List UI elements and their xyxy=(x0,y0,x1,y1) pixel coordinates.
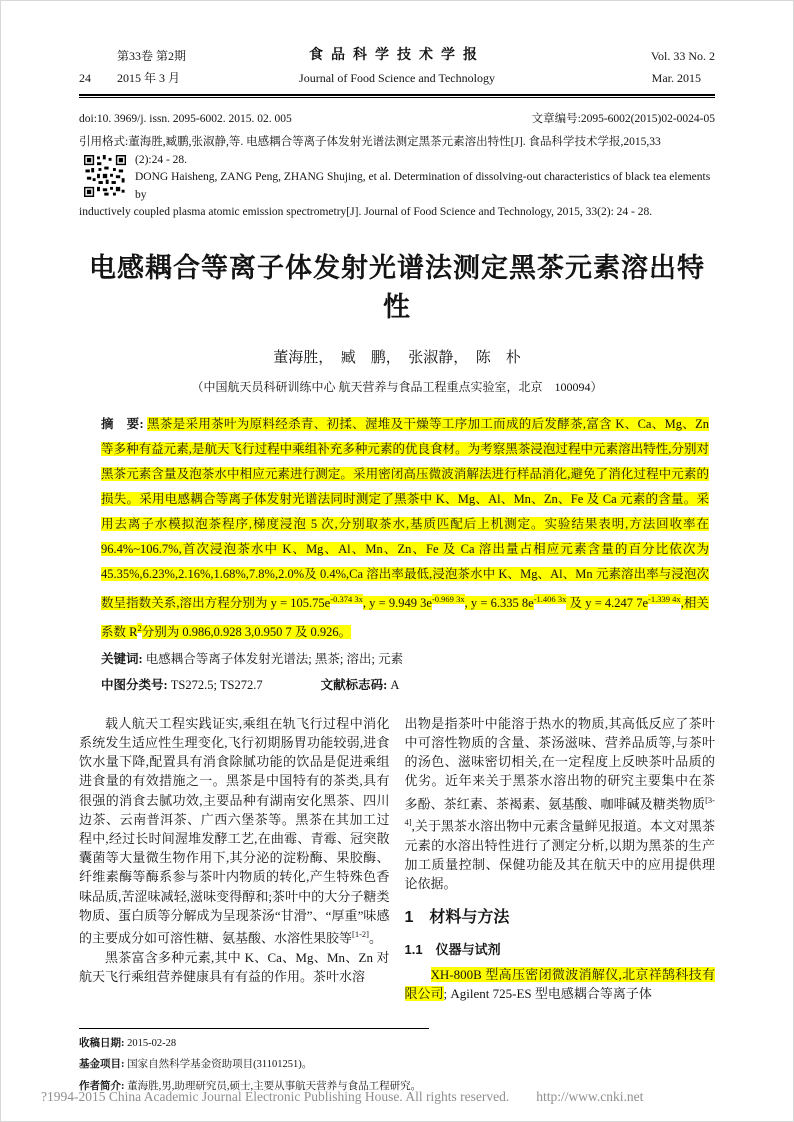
header-left xyxy=(79,45,299,89)
affiliation-line: （中国航天员科研训练中心 航天营养与食品工程重点实验室，北京 100094） xyxy=(191,379,603,394)
keywords-label: 关键词: xyxy=(101,651,146,666)
footnote-rule xyxy=(79,1028,429,1029)
abstract-text: 黑茶是采用茶叶为原料经杀青、初揉、渥堆及干燥等工序加工而成的后发酵茶,富含 K、Ca、Mg、Zn 等多种有益元素,是航天飞行过程中乘组补充多种元素的优良食材。为考察黑茶浸泡过程中元素溶出特性,分别对黑茶元素含量及泡茶水中相应元素进行测定。采用密闭高压微波消解法进行样品消化,避免了消化过程中元素的损失。采用电感耦合等离子体发射光谱法同时测定了黑茶中 K、Mg、Al、Mn、Zn、Fe 及 Ca 元素的含量。采用去离子水模拟泡茶程序,梯度浸泡 5 次,分别取茶水,基质匹配后上机测定。实验结果表明,方法回收率在 96.4%~106.7%,首次浸泡茶水中 K、Mg、Al、Mn、Zn、Fe 及 Ca 溶出量占相应元素含量的百分比依次为 45.35%,6.23%,2.16%,1.68%,7.8%,2.0%及 0.4%,Ca 溶出率最低,浸泡茶水中 K、Mg、Al、Mn 元素溶出率与浸泡次数呈指数关系,溶出方程分别为 $y = 105.75e^{-0.374 3x}$, y = 9.949 $3e^{-0.969 3x}$, y = 6.335 $8e^{-1.406 3x}$ 及 y = 4.247 $7e^{-1.339 4x}$,相关系数 $R^2$分别为 0.986,0.928 3,0.950 7 及 0.926。 xyxy=(101,416,709,639)
meta-block xyxy=(79,111,715,222)
fund-label: 基金项目: xyxy=(79,1059,128,1071)
doi-text: doi:10. 3969/j. issn. 2095-6002. 2015. 02. 005 xyxy=(79,113,292,125)
page-number: 24 xyxy=(79,71,91,85)
bio-label: 作者简介: xyxy=(79,1080,128,1092)
journal-name-en: Journal of Food Science and Technology xyxy=(299,71,495,85)
date-cn: 2015 年 3 月 xyxy=(117,71,181,85)
received-label: 收稿日期: xyxy=(79,1037,128,1049)
footnote-fund xyxy=(79,1054,715,1076)
doc-code-label: 文献标志码: xyxy=(320,677,391,692)
body-paragraph: XH-800B 型高压密闭微波消解仪,北京祥鹄科技有限公司; Agilent 725-ES 型电感耦合等离子体 xyxy=(404,966,715,1001)
right-column xyxy=(405,714,716,1026)
header-center xyxy=(299,45,495,89)
bio-value: 董海胜,男,助理研究员,硕士,主要从事航天营养与食品工程研究。 xyxy=(127,1080,422,1092)
citation-block xyxy=(79,134,715,222)
issue-cn: 第33卷 第2期 xyxy=(117,49,187,63)
header-divider xyxy=(79,94,715,98)
citation-cn-line1: 引用格式:董海胜,臧鹏,张淑静,等. 电感耦合等离子体发射光谱法测定黑茶元素溶出特性[J]. 食品科学技术学报,2015,33 xyxy=(79,136,661,148)
section-heading-1: 1 材料与方法 xyxy=(404,909,510,927)
issue-en: Vol. 33 No. 2 xyxy=(650,49,715,63)
authors-line: 董海胜， 臧 鹏， 张淑静， 陈 朴 xyxy=(273,349,521,366)
section-heading-1-1: 1.1 仪器与试剂 xyxy=(404,941,501,957)
left-column xyxy=(79,714,390,1026)
cnki-watermark: ?1994-2015 China Academic Journal Electronic Publishing House. All rights reserved. http://www.cnki.net xyxy=(41,1089,644,1104)
citation-cn-line2: (2):24 - 28. xyxy=(135,153,188,166)
body-columns xyxy=(79,714,715,1026)
article-title: 电感耦合等离子体发射光谱法测定黑茶元素溶出特性 xyxy=(89,252,705,322)
qr-code xyxy=(84,155,126,197)
keywords-text: 电感耦合等离子体发射光谱法; 黑茶; 溶出; 元素 xyxy=(145,651,404,666)
body-paragraph: 黑茶富含多种元素,其中 K、Ca、Mg、Mn、Zn 对航天飞行乘组营养健康具有有益的作用。茶叶水溶 xyxy=(79,949,390,984)
journal-name-cn: 食品科学技术学报 xyxy=(309,48,485,63)
body-paragraph: 载人航天工程实践证实,乘组在轨飞行过程中消化系统发生适应性生理变化,飞行初期肠胃功能较弱,进食饮水量下降,配置具有消食除腻功能的饮品是促进乘组进食量的有效措施之一。黑茶是中国特有的茶类,具有很强的消食去腻功效,主要品种有湖南安化黑茶、四川边茶、云南普洱茶、广西六堡茶等。黑茶在其加工过程中,经过长时间渥堆发酵工艺,在曲霉、青霉、冠突散囊菌等大量微生物作用下,其分泌的淀粉酶、果胶酶、纤维素酶等酶系参与茶叶内物质的转化,产生特殊色香味品质,苦涩味减轻,滋味变得醇和;茶叶中的大分子糖类物质、蛋白质等分解成为呈现茶汤“甘滑”、“厚重”味感的主要成分如可溶性糖、氨基酸、水溶性果胶等[1-2]。 xyxy=(79,715,390,946)
citation-en-line2: inductively coupled plasma atomic emission spectrometry[J]. Journal of Food Science and Technology, 2015, 33(2): 24 - 28. xyxy=(79,206,653,218)
keywords-line xyxy=(101,648,709,671)
body-paragraph: 出物是指茶叶中能溶于热水的物质,其高低反应了茶叶中可溶性物质的含量、茶汤滋味、营养品质等,与茶叶的汤色、滋味密切相关,在一定程度上反映茶叶品质的优劣。近年来关于黑茶水溶出物的研究主要集中在茶多酚、茶红素、茶褐素、氨基酸、咖啡碱及糖类物质[3-4],关于黑茶水溶出物中元素含量鲜见报道。本文对黑茶元素的水溶出特性进行了测定分析,以期为黑茶的生产加工质量控制、保健功能及其在航天中的应用提供理论依据。 xyxy=(404,715,715,892)
clc-value: TS272.5; TS272.7 xyxy=(170,677,263,692)
fund-value: 国家自然科学基金资助项目(31101251)。 xyxy=(127,1059,313,1071)
footnote-received xyxy=(79,1033,715,1055)
received-value: 2015-02-28 xyxy=(127,1037,177,1049)
doc-code-value: A xyxy=(390,677,400,692)
citation-en-line1: DONG Haisheng, ZANG Peng, ZHANG Shujing, et al. Determination of dissolving-out characteristics of black tea elements by xyxy=(135,171,711,201)
abstract-block xyxy=(101,412,709,645)
header-right xyxy=(495,45,715,89)
abstract-label: 摘 要: xyxy=(101,416,148,431)
clc-label: 中图分类号: xyxy=(101,677,171,692)
article-number: 文章编号:2095-6002(2015)02-0024-05 xyxy=(531,113,715,125)
clc-line xyxy=(101,674,709,697)
journal-header xyxy=(79,45,715,89)
date-en: Mar. 2015 xyxy=(651,71,701,85)
